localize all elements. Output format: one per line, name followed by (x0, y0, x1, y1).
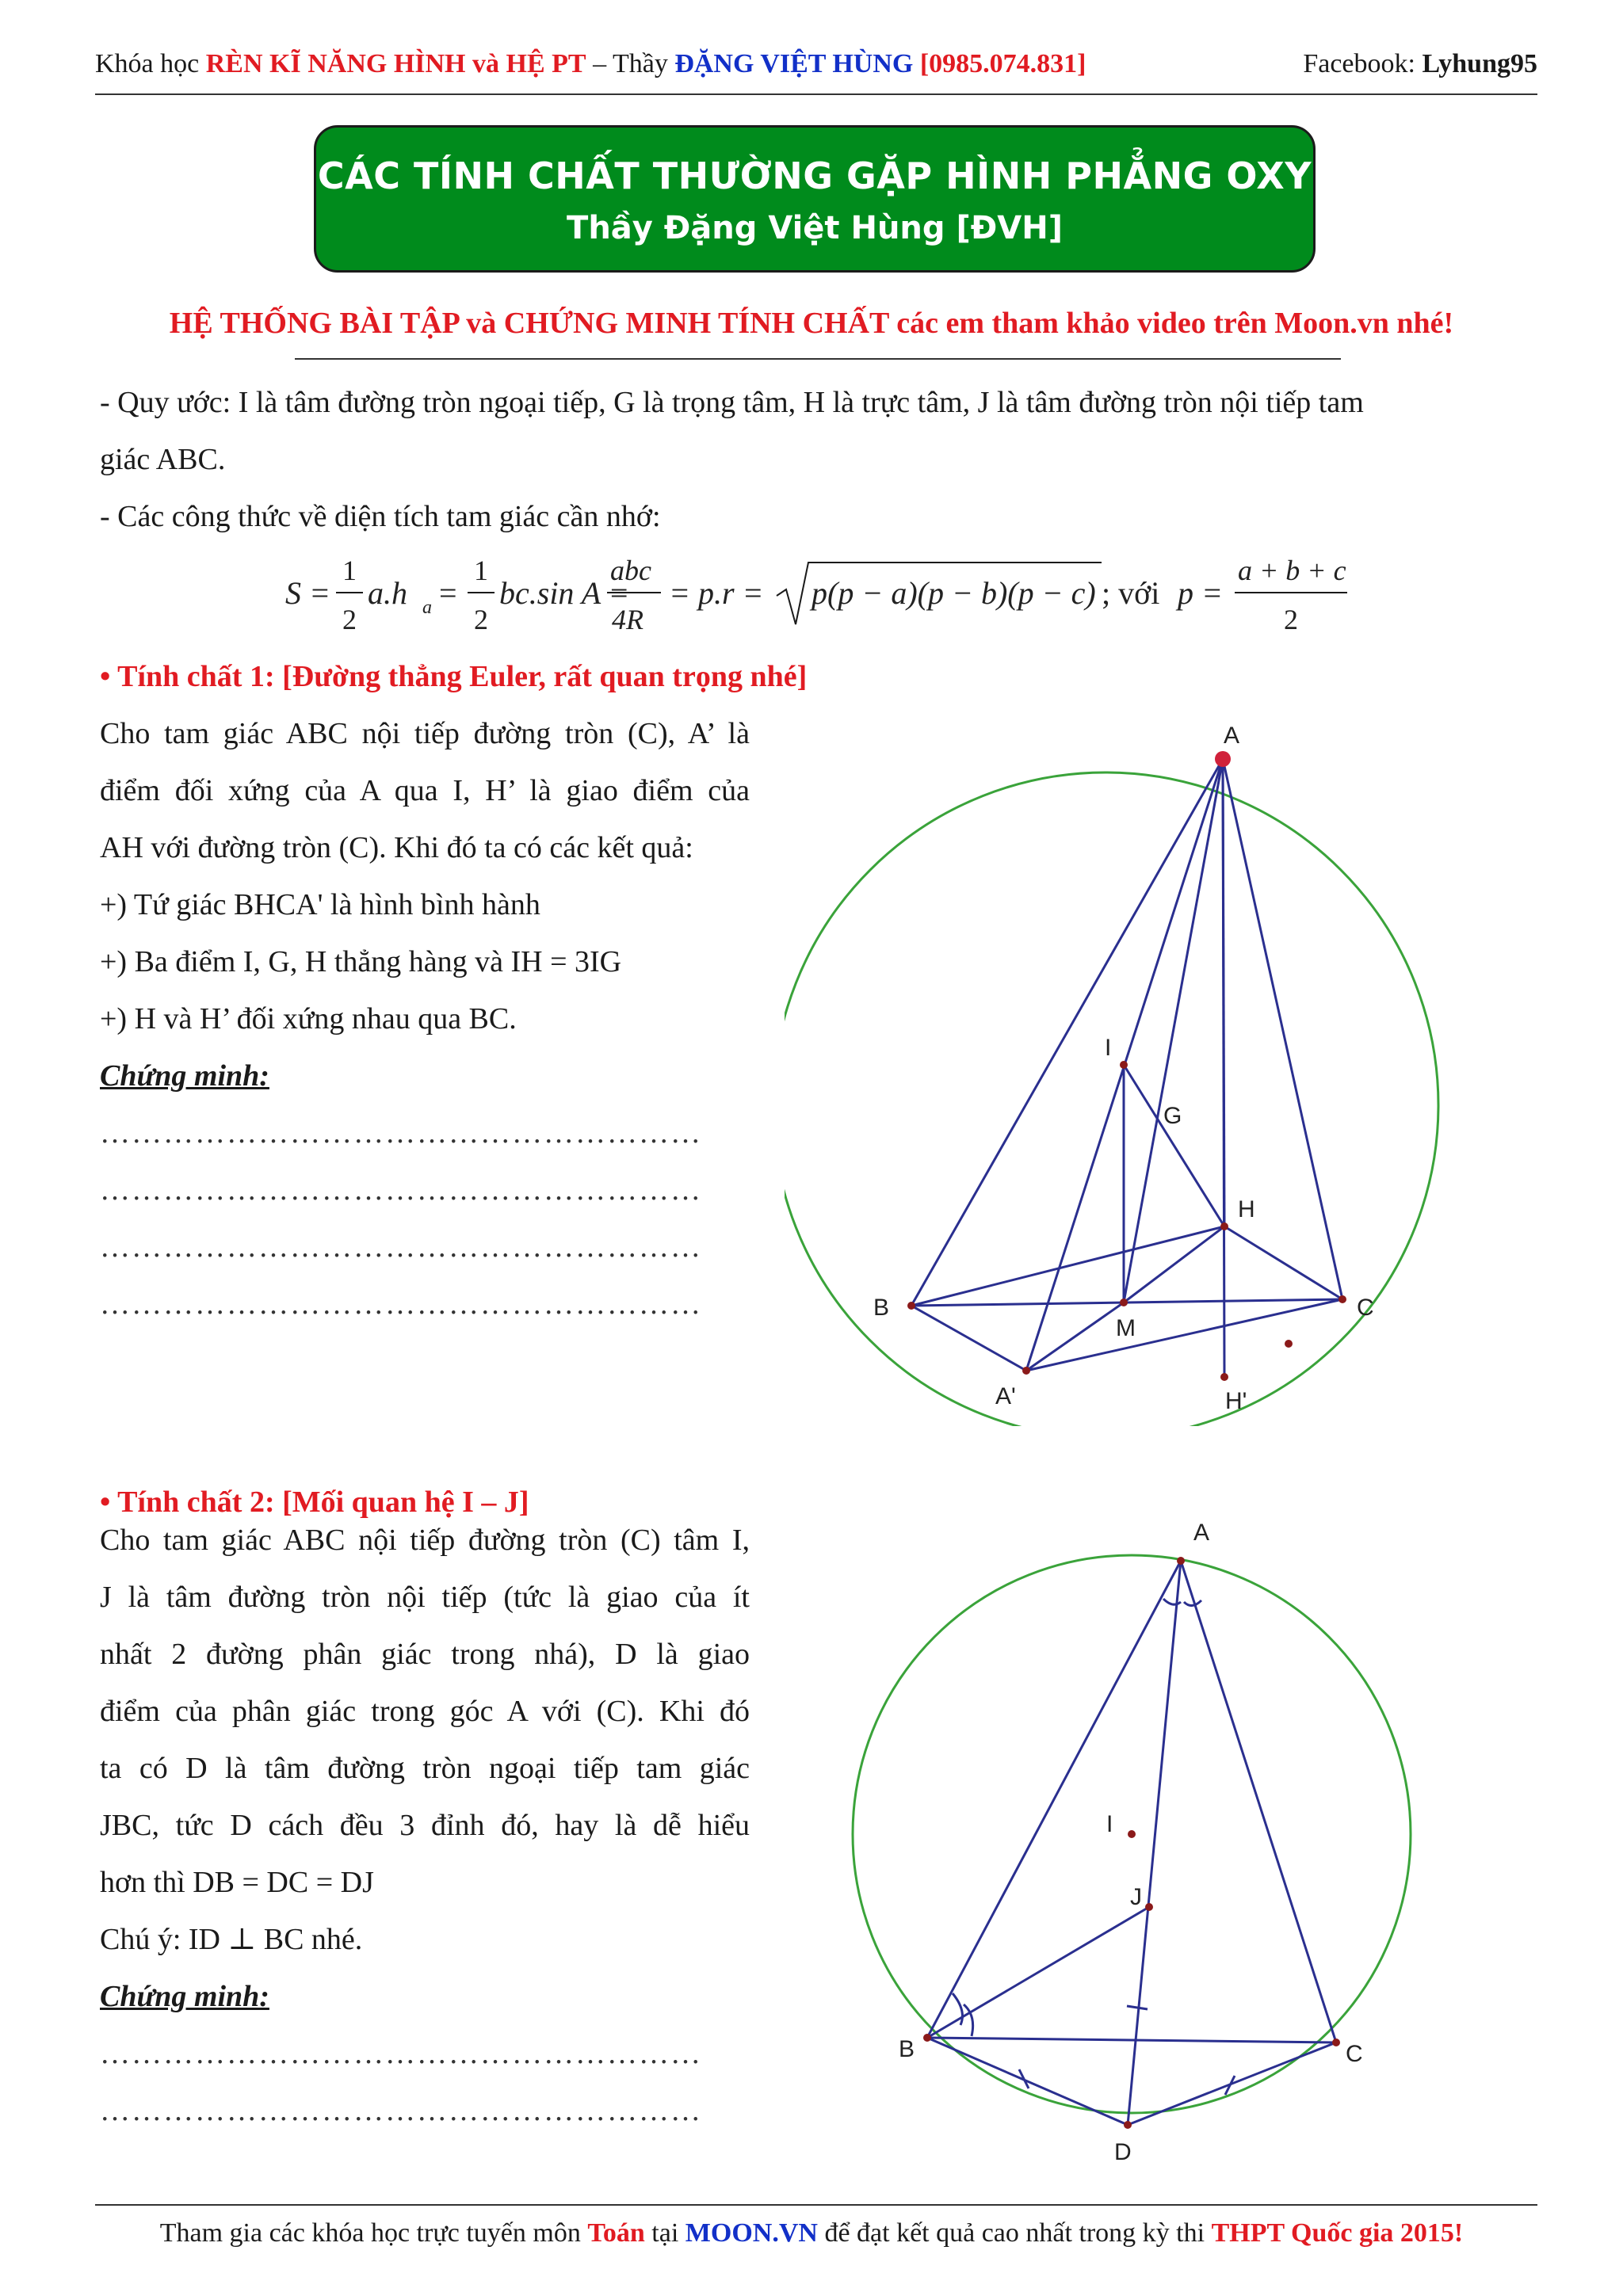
incenter-figure (832, 1521, 1466, 2171)
prop1-line: điểm đối xứng của A qua I, H’ là giao điểm của (100, 774, 750, 807)
formula-S: S = (285, 575, 330, 611)
prop2-line: Cho tam giác ABC nội tiếp đường tròn (C) tâm I, (100, 1524, 750, 1557)
label-C: C (1357, 1295, 1374, 1321)
intro-convention (100, 374, 1550, 545)
label-G: G (1163, 1103, 1182, 1129)
convention-line-1: - Quy ước: I là tâm đường tròn ngoại tiếp, G là trọng tâm, H là trực tâm, J là tâm đường tròn nội tiếp tam (100, 386, 1364, 419)
teacher-name: ĐẶNG VIỆT HÙNG (674, 49, 914, 78)
prop2-line: điểm của phân giác trong góc A với (C). Khi đó (100, 1695, 750, 1728)
formula-4R: 4R (612, 604, 643, 635)
label-C: C (1346, 2041, 1363, 2067)
convention-line-2: giác ABC. (100, 443, 226, 476)
formula-pr: = p.r = (669, 575, 764, 611)
formula-bcsin: bc.sin A = (499, 575, 630, 611)
prop2-line: J là tâm đường tròn nội tiếp (tức là giao của ít (100, 1581, 750, 1614)
label-B: B (899, 2036, 915, 2062)
label-H-prime: H' (1225, 1388, 1247, 1414)
formula-eq1: = (439, 575, 457, 611)
notice-divider (295, 358, 1341, 360)
page-header (95, 49, 1537, 79)
header-divider (95, 93, 1537, 95)
label-I: I (1105, 1035, 1112, 1061)
page-footer: Tham gia các khóa học trực tuyến môn Toán tại MOON.VN để đạt kết quả cao nhất trong kỳ thi THPT Quốc gia 2015! (159, 2218, 1464, 2248)
prop2-line: ta có D là tâm đường tròn ngoại tiếp tam giác (100, 1752, 750, 1785)
prop1-line: +) Tứ giác BHCA' là hình bình hành (100, 888, 540, 921)
prop2-line: hơn thì DB = DC = DJ (100, 1866, 374, 1899)
label-D: D (1114, 2139, 1132, 2165)
formula-root: p(p − a)(p − b)(p − c) (812, 575, 1096, 611)
formula-aha: a.h (368, 575, 407, 611)
label-A: A (1224, 723, 1240, 749)
notice-text: HỆ THỐNG BÀI TẬP và CHỨNG MINH TÍNH CHẤT các em tham khảo video trên Moon.vn nhé! (169, 307, 1454, 340)
formula-half2-num: 1 (474, 555, 488, 586)
label-J: J (1130, 1884, 1142, 1910)
label-B: B (873, 1295, 890, 1321)
phone-number: [0985.074.831] (919, 49, 1086, 78)
prop1-line: Cho tam giác ABC nội tiếp đường tròn (C), A’ là (100, 717, 750, 750)
facebook-name: Lyhung95 (1422, 49, 1537, 78)
formula-half-den: 2 (342, 604, 357, 635)
formula-half-num: 1 (342, 555, 357, 586)
circumcircle (785, 772, 1438, 1426)
proof-dots: ………………………………………………… (100, 2037, 702, 2070)
prop1-line: AH với đường tròn (C). Khi đó ta có các kết quả: (100, 831, 693, 864)
formula-sum: a + b + c (1238, 555, 1346, 586)
formula-a-sub: a (422, 597, 432, 618)
header-dash: – Thầy (586, 49, 675, 78)
prop2-line: JBC, tức D cách đều 3 đỉnh đó, hay là dễ hiểu (100, 1809, 750, 1842)
prop1-heading: • Tính chất 1: [Đường thẳng Euler, rất quan trọng nhé] (100, 660, 808, 693)
formula-p-eq: p = (1178, 575, 1223, 611)
title-line-2: Thầy Đặng Việt Hùng [ĐVH] (567, 210, 1063, 246)
formula-half2-den: 2 (474, 604, 488, 635)
formula-with: ; với (1102, 575, 1160, 611)
prop2-heading: • Tính chất 2: [Mối quan hệ I – J] (100, 1486, 529, 1519)
euler-figure (785, 713, 1482, 1426)
proof-dots: ………………………………………………… (100, 1173, 702, 1207)
label-A: A (1193, 1521, 1210, 1546)
footer-exam: THPT Quốc gia 2015! (1211, 2218, 1464, 2248)
prop2-line: nhất 2 đường phân giác trong nhá), D là giao (100, 1638, 750, 1671)
label-M: M (1116, 1315, 1136, 1341)
title-line-1: CÁC TÍNH CHẤT THƯỜNG GẶP HÌNH PHẲNG OXY (317, 154, 1312, 197)
prop2-text (100, 1512, 750, 2139)
proof-dots: ………………………………………………… (100, 1116, 702, 1150)
prop2-proof-label: Chứng minh: (100, 1980, 269, 2013)
label-A-prime: A' (995, 1383, 1016, 1409)
proof-dots: ………………………………………………… (100, 1230, 702, 1264)
footer-subject: Toán (587, 2218, 645, 2248)
prop2-line: Chú ý: ID ⊥ BC nhé. (100, 1923, 363, 1956)
footer-divider (95, 2204, 1537, 2206)
header-prefix: Khóa học (95, 49, 206, 78)
area-formula (269, 548, 1379, 643)
proof-dots: ………………………………………………… (100, 1287, 702, 1321)
prop1-line: +) H và H’ đối xứng nhau qua BC. (100, 1002, 517, 1035)
prop1-proof-label: Chứng minh: (100, 1059, 269, 1093)
footer-site: MOON.VN (685, 2218, 818, 2248)
formula-p-den: 2 (1284, 604, 1298, 635)
label-I: I (1106, 1811, 1113, 1837)
formula-abc: abc (610, 555, 651, 586)
course-name: RÈN KĨ NĂNG HÌNH và HỆ PT (205, 49, 586, 78)
facebook-info: Facebook: Lyhung95 (1303, 49, 1537, 78)
prop1-line: +) Ba điểm I, G, H thẳng hàng và IH = 3IG (100, 945, 622, 978)
prop1-text (100, 705, 750, 1333)
label-H: H (1238, 1196, 1255, 1222)
proof-dots: ………………………………………………… (100, 2094, 702, 2127)
formula-intro: - Các công thức về diện tích tam giác cần nhớ: (100, 500, 661, 533)
title-box (314, 125, 1316, 273)
